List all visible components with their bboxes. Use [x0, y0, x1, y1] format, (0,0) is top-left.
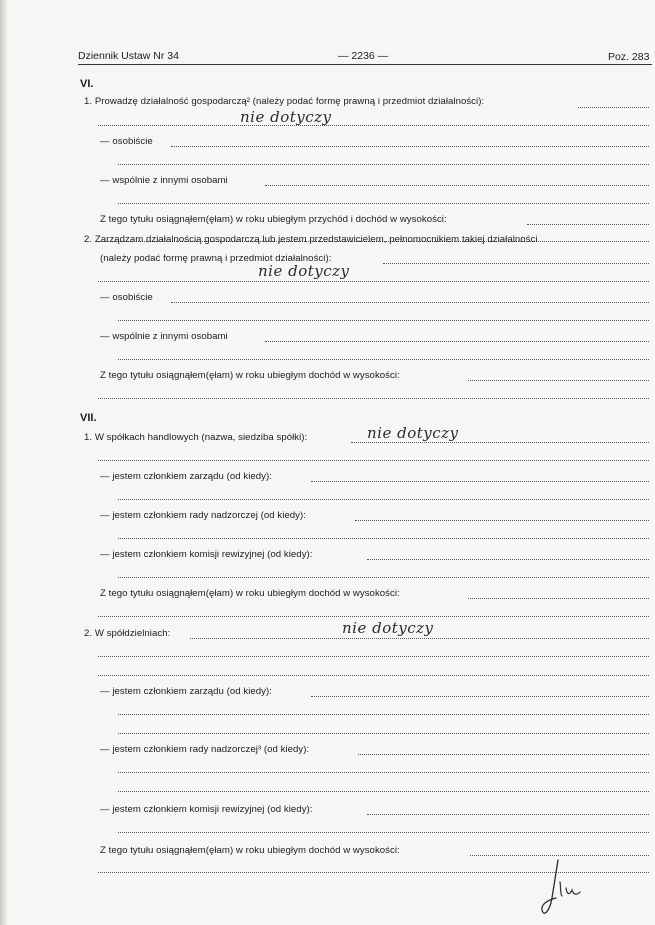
- vii-1-audit: — jestem członkiem komisji rewizyjnej (od kiedy):: [100, 549, 313, 560]
- page-number: — 2236 —: [338, 50, 389, 62]
- vi-1-personally-field[interactable]: [171, 146, 649, 147]
- vi-2-handwritten-answer: nie dotyczy: [258, 262, 350, 280]
- vii-1-income-field[interactable]: [468, 598, 649, 599]
- vii-1-audit-field-line[interactable]: [118, 577, 649, 578]
- vii-2-audit: — jestem członkiem komisji rewizyjnej (od kiedy):: [100, 804, 313, 815]
- vii-1-handwritten-answer: nie dotyczy: [367, 424, 459, 442]
- position-number: Poz. 283: [608, 51, 650, 63]
- vi-2-field-line[interactable]: [98, 281, 649, 282]
- vi-1-income-field[interactable]: [527, 224, 649, 225]
- vi-2-income-field-line[interactable]: [98, 398, 649, 399]
- vi-2-personally-field[interactable]: [171, 302, 649, 303]
- vii-1-income: Z tego tytułu osiągnąłem(ęłam) w roku ubiegłym dochód w wysokości:: [100, 588, 400, 599]
- vii-1-field[interactable]: [351, 442, 649, 443]
- vii-2-field-line-2[interactable]: [98, 675, 649, 676]
- vi-1-handwritten-answer: nie dotyczy: [240, 108, 332, 126]
- vi-2-label-line2: (należy podać formę prawną i przedmiot działalności):: [100, 253, 332, 264]
- vi-1-field-line[interactable]: [98, 125, 649, 126]
- vi-1-label: 1. Prowadzę działalność gospodarczą² (należy podać formę prawną i przedmiot działalności):: [84, 96, 485, 107]
- vii-2-label: 2. W spółdzielniach:: [84, 628, 171, 639]
- vii-2-audit-field[interactable]: [367, 814, 649, 815]
- vii-2-income: Z tego tytułu osiągnąłem(ęłam) w roku ubiegłym dochód w wysokości:: [100, 845, 400, 856]
- vi-1-personally-field-line[interactable]: [118, 164, 649, 165]
- scan-edge-shadow: [0, 0, 8, 925]
- vi-1-jointly: — wspólnie z innymi osobami: [100, 175, 228, 186]
- vi-2-field[interactable]: [383, 263, 649, 264]
- vi-2-income-field[interactable]: [468, 380, 649, 381]
- vii-2-supervisory: — jestem członkiem rady nadzorczej³ (od kiedy):: [100, 744, 310, 755]
- vii-1-board-field-line[interactable]: [118, 499, 649, 500]
- vii-1-board: — jestem członkiem zarządu (od kiedy):: [100, 471, 272, 482]
- vi-1-income: Z tego tytułu osiągnąłem(ęłam) w roku ubiegłym przychód i dochód w wysokości:: [100, 214, 447, 225]
- vii-2-supervisory-field[interactable]: [358, 754, 649, 755]
- header-rule: [78, 64, 652, 65]
- vii-1-supervisory-field-line[interactable]: [118, 538, 649, 539]
- vii-1-field-line[interactable]: [98, 460, 649, 461]
- vii-1-audit-field[interactable]: [367, 559, 649, 560]
- vii-2-board: — jestem członkiem zarządu (od kiedy):: [100, 686, 272, 697]
- vii-2-field[interactable]: [190, 638, 649, 639]
- vi-1-jointly-field-line[interactable]: [118, 203, 649, 204]
- vi-2-jointly: — wspólnie z innymi osobami: [100, 331, 228, 342]
- vi-2-income: Z tego tytułu osiągnąłem(ęłam) w roku ubiegłym dochód w wysokości:: [100, 370, 400, 381]
- vii-1-income-field-line[interactable]: [98, 616, 649, 617]
- vii-2-board-field[interactable]: [311, 696, 649, 697]
- section-vii-heading: VII.: [80, 412, 97, 424]
- section-vi-heading: VI.: [80, 78, 94, 90]
- vii-2-supervisory-field-line-2[interactable]: [118, 791, 649, 792]
- vi-1-field[interactable]: [578, 107, 649, 108]
- vii-2-audit-field-line[interactable]: [118, 832, 649, 833]
- vi-2-jointly-field-line[interactable]: [118, 359, 649, 360]
- vi-2-personally: — osobiście: [100, 292, 153, 303]
- vii-2-supervisory-field-line[interactable]: [118, 772, 649, 773]
- vii-2-handwritten-answer: nie dotyczy: [342, 619, 434, 637]
- handwritten-signature: [536, 852, 586, 924]
- vi-1-personally: — osobiście: [100, 136, 153, 147]
- vii-1-board-field[interactable]: [311, 481, 649, 482]
- vii-2-board-field-line-2[interactable]: [118, 733, 649, 734]
- vi-2-personally-field-line[interactable]: [118, 320, 649, 321]
- vi-2-jointly-field[interactable]: [265, 341, 649, 342]
- vii-2-field-line[interactable]: [98, 656, 649, 657]
- vii-1-supervisory: — jestem członkiem rady nadzorczej (od kiedy):: [100, 510, 306, 521]
- journal-title: Dziennik Ustaw Nr 34: [78, 50, 179, 62]
- vi-1-jointly-field[interactable]: [265, 185, 649, 186]
- vi-2-label-line1: 2. Zarządzam działalnością gospodarczą lub jestem przedstawicielem, pełnomocnikiem takiej działalności: [84, 234, 538, 245]
- vii-2-board-field-line[interactable]: [118, 714, 649, 715]
- vii-1-supervisory-field[interactable]: [355, 520, 649, 521]
- vii-1-label: 1. W spółkach handlowych (nazwa, siedziba spółki):: [84, 432, 308, 443]
